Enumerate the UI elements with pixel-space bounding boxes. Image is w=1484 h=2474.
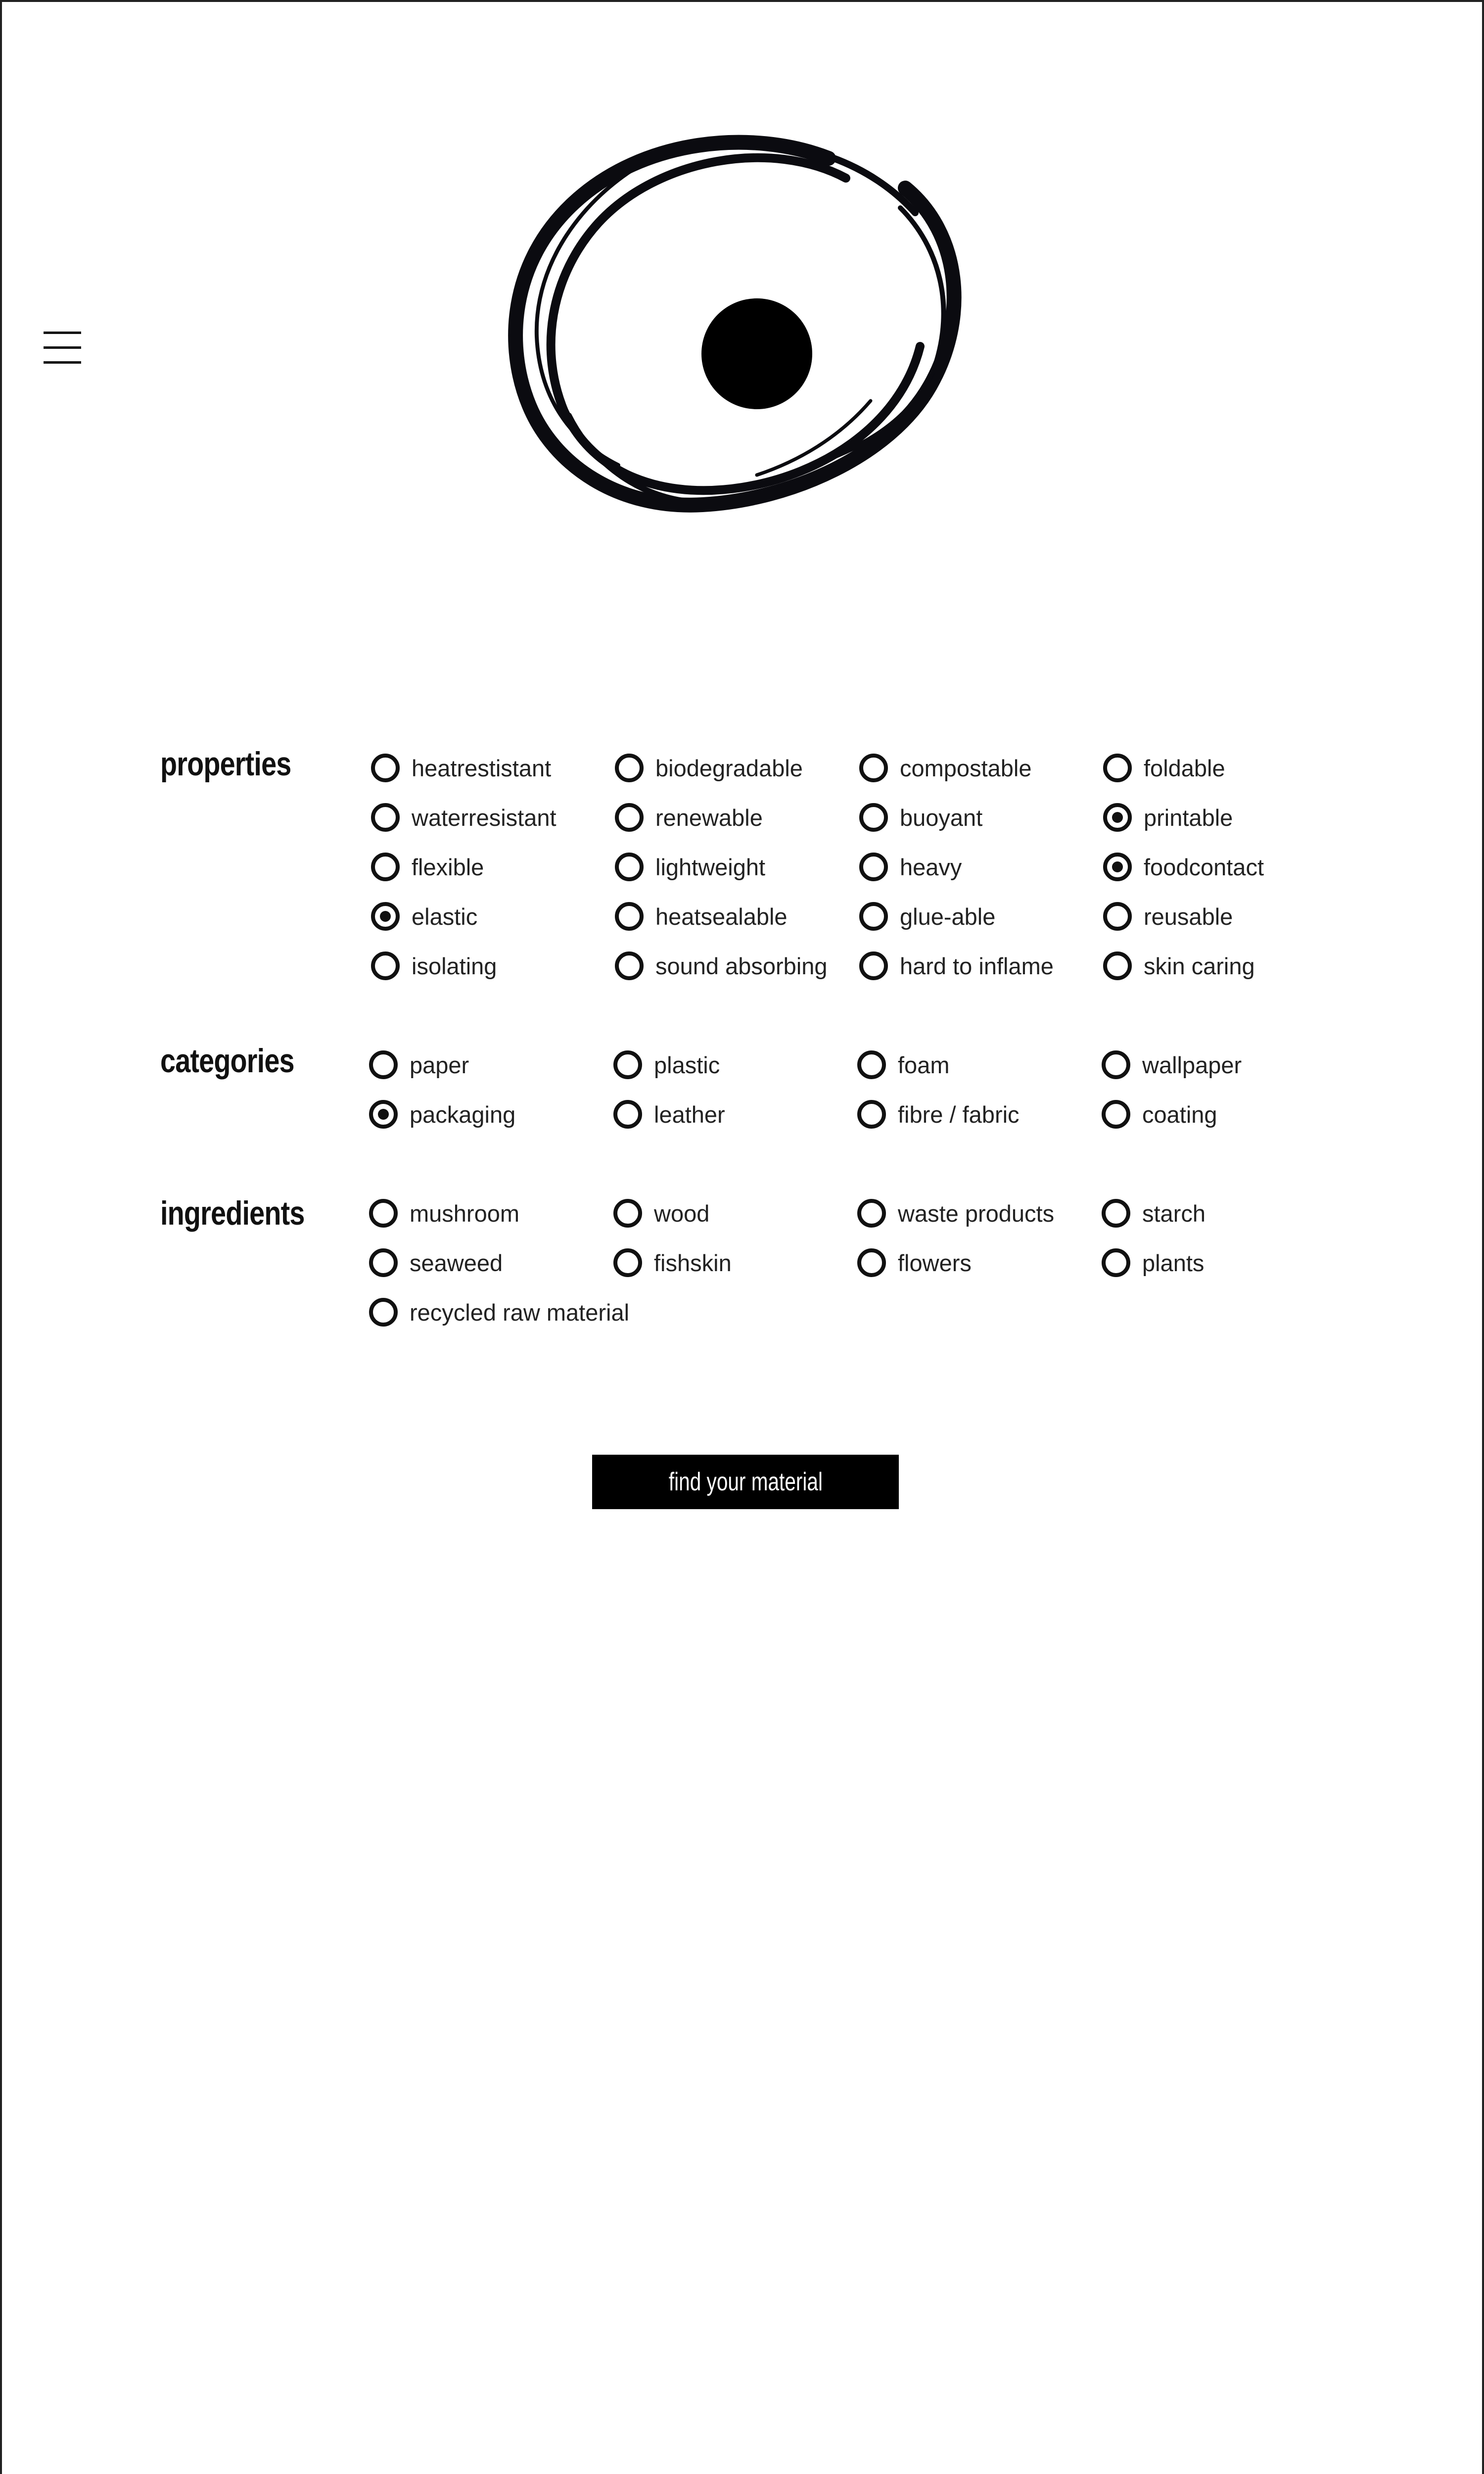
option-waterresistant[interactable]: waterresistant — [371, 798, 556, 837]
option-wood[interactable]: wood — [613, 1193, 709, 1233]
radio-button[interactable] — [1103, 902, 1132, 931]
option-plastic[interactable]: plastic — [613, 1045, 720, 1085]
properties-heading: properties — [160, 745, 291, 783]
radio-button[interactable] — [369, 1248, 398, 1277]
option-renewable[interactable]: renewable — [615, 798, 763, 837]
radio-button[interactable] — [371, 853, 400, 881]
option-heatrestistant[interactable]: heatrestistant — [371, 748, 551, 788]
radio-button[interactable] — [857, 1199, 886, 1228]
option-foam[interactable]: foam — [857, 1045, 950, 1085]
radio-button[interactable] — [1102, 1248, 1130, 1277]
radio-button[interactable] — [615, 952, 644, 980]
option-plants[interactable]: plants — [1102, 1243, 1204, 1283]
option-skin-caring[interactable]: skin caring — [1103, 946, 1255, 986]
option-biodegradable[interactable]: biodegradable — [615, 748, 803, 788]
radio-button[interactable] — [615, 754, 644, 782]
radio-button[interactable] — [615, 853, 644, 881]
option-compostable[interactable]: compostable — [859, 748, 1032, 788]
option-recycled-raw-material[interactable]: recycled raw material — [369, 1292, 629, 1332]
radio-button[interactable] — [615, 803, 644, 832]
option-buoyant[interactable]: buoyant — [859, 798, 982, 837]
option-fibre-fabric[interactable]: fibre / fabric — [857, 1094, 1020, 1134]
option-waste-products[interactable]: waste products — [857, 1193, 1054, 1233]
option-wallpaper[interactable]: wallpaper — [1102, 1045, 1242, 1085]
radio-button[interactable] — [859, 902, 888, 931]
option-heatsealable[interactable]: heatsealable — [615, 897, 788, 936]
radio-button[interactable] — [1102, 1100, 1130, 1129]
radio-button[interactable] — [613, 1199, 642, 1228]
radio-button[interactable] — [1103, 754, 1132, 782]
radio-button[interactable] — [369, 1199, 398, 1228]
option-flexible[interactable]: flexible — [371, 847, 484, 887]
ingredients-heading: ingredients — [160, 1194, 305, 1232]
radio-button[interactable] — [369, 1298, 398, 1327]
logo-brush-circle-icon — [495, 119, 989, 564]
option-starch[interactable]: starch — [1102, 1193, 1206, 1233]
radio-button[interactable] — [857, 1248, 886, 1277]
radio-button[interactable] — [371, 754, 400, 782]
radio-button[interactable] — [859, 754, 888, 782]
option-seaweed[interactable]: seaweed — [369, 1243, 503, 1283]
option-packaging[interactable]: packaging — [369, 1094, 515, 1134]
radio-button[interactable] — [859, 803, 888, 832]
radio-button[interactable] — [859, 853, 888, 881]
radio-button[interactable] — [857, 1100, 886, 1129]
find-material-button[interactable] — [592, 1455, 899, 1509]
option-coating[interactable]: coating — [1102, 1094, 1217, 1134]
option-isolating[interactable]: isolating — [371, 946, 497, 986]
option-fishskin[interactable]: fishskin — [613, 1243, 732, 1283]
option-glue-able[interactable]: glue-able — [859, 897, 995, 936]
option-paper[interactable]: paper — [369, 1045, 469, 1085]
option-hard-to-inflame[interactable]: hard to inflame — [859, 946, 1054, 986]
option-reusable[interactable]: reusable — [1103, 897, 1233, 936]
option-heavy[interactable]: heavy — [859, 847, 962, 887]
option-elastic[interactable]: elastic — [371, 897, 477, 936]
option-foodcontact[interactable]: foodcontact — [1103, 847, 1264, 887]
option-sound-absorbing[interactable]: sound absorbing — [615, 946, 828, 986]
radio-button[interactable] — [857, 1050, 886, 1079]
radio-button[interactable] — [613, 1100, 642, 1129]
radio-button[interactable] — [1103, 952, 1132, 980]
option-flowers[interactable]: flowers — [857, 1243, 972, 1283]
option-foldable[interactable]: foldable — [1103, 748, 1225, 788]
radio-button-checked[interactable] — [369, 1100, 398, 1129]
radio-button[interactable] — [1102, 1199, 1130, 1228]
option-lightweight[interactable]: lightweight — [615, 847, 765, 887]
option-mushroom[interactable]: mushroom — [369, 1193, 519, 1233]
categories-heading: categories — [160, 1042, 294, 1080]
radio-button[interactable] — [859, 952, 888, 980]
option-leather[interactable]: leather — [613, 1094, 725, 1134]
radio-button-checked[interactable] — [371, 902, 400, 931]
radio-button[interactable] — [369, 1050, 398, 1079]
radio-button[interactable] — [371, 952, 400, 980]
find-material-button-label: find your material — [668, 1468, 823, 1496]
hamburger-menu-icon[interactable] — [44, 332, 81, 364]
radio-button[interactable] — [613, 1248, 642, 1277]
radio-button[interactable] — [371, 803, 400, 832]
radio-button[interactable] — [1102, 1050, 1130, 1079]
radio-button[interactable] — [615, 902, 644, 931]
option-printable[interactable]: printable — [1103, 798, 1233, 837]
radio-button-checked[interactable] — [1103, 853, 1132, 881]
radio-button[interactable] — [613, 1050, 642, 1079]
radio-button-checked[interactable] — [1103, 803, 1132, 832]
